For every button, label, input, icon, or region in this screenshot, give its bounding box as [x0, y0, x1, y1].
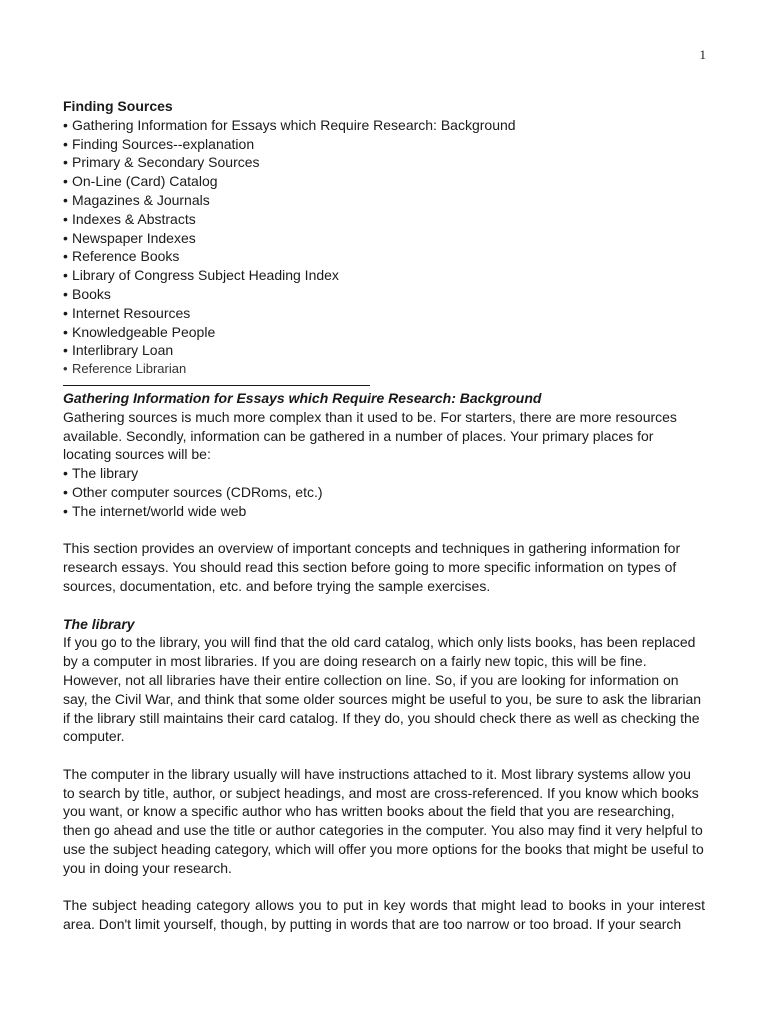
finding-sources-list	[63, 116, 705, 379]
spacer	[63, 746, 705, 765]
page-number: 1	[699, 47, 706, 62]
toc-item: • Primary & Secondary Sources	[63, 154, 260, 171]
gathering-heading: Gathering Information for Essays which Require Research: Background	[63, 389, 542, 406]
bullet-icon: •	[63, 483, 68, 500]
library-paragraph-3: The subject heading category allows you to put in key words that might lead to books in your interest area. Don't limit yourself, though, by putting in words that are too narrow or too broad. If your search	[63, 897, 705, 933]
bullet-icon: •	[63, 116, 68, 133]
bullet-icon: •	[63, 285, 68, 302]
toc-item: • Reference Librarian	[63, 360, 705, 379]
toc-item: • Books	[63, 285, 111, 302]
bullet-icon: •	[63, 502, 68, 519]
document-body	[63, 97, 705, 934]
list-item: • The library	[63, 465, 139, 482]
library-paragraph-1: If you go to the library, you will find that the old card catalog, which only lists books, has been replaced by a computer in most libraries. If you are doing research on a fairly new topic, this will be fine. However, not all libraries have their entire collection on line. So, if you are looking for information on say, the Civil War, and think that some older sources might be useful to you, be sure to ask the librarian if the library still maintains their card catalog. If they do, you should check there as well as checking the computer.	[63, 634, 702, 745]
toc-item: • Finding Sources--explanation	[63, 135, 255, 152]
bullet-icon: •	[63, 267, 68, 284]
bullet-icon: •	[63, 361, 68, 377]
list-item: • The internet/world wide web	[63, 502, 247, 519]
toc-item: • Library of Congress Subject Heading Index	[63, 267, 339, 284]
toc-item: • Indexes & Abstracts	[63, 210, 196, 227]
toc-item: • On-Line (Card) Catalog	[63, 173, 218, 190]
toc-item: • Newspaper Indexes	[63, 229, 196, 246]
list-item: • Other computer sources (CDRoms, etc.)	[63, 483, 323, 500]
bullet-icon: •	[63, 173, 68, 190]
bullet-icon: •	[63, 191, 68, 208]
bullet-icon: •	[63, 304, 68, 321]
spacer	[63, 521, 705, 540]
finding-sources-title: Finding Sources	[63, 98, 173, 114]
spacer	[63, 596, 705, 615]
bullet-icon: •	[63, 229, 68, 246]
bullet-icon: •	[63, 154, 68, 171]
bullet-icon: •	[63, 248, 68, 265]
bullet-icon: •	[63, 135, 68, 152]
gathering-intro: Gathering sources is much more complex than it used to be. For starters, there are more resources available. Secondly, information can be gathered in a number of places. Your primary places for locating sources will be:	[63, 408, 677, 463]
source-places-list	[63, 464, 705, 520]
bullet-icon: •	[63, 342, 68, 359]
library-paragraph-2: The computer in the library usually will have instructions attached to it. Most library systems allow you to search by title, author, or subject headings, and most are cross-referenced. If you know which books you want, or know a specific author who has written books about the field that you are researching, then go ahead and use the title or author categories in the computer. You also may find it very helpful to use the subject heading category, which will offer you more options for the books that might be useful to you in doing your research.	[63, 765, 704, 876]
toc-item: • Knowledgeable People	[63, 323, 216, 340]
toc-item: • Internet Resources	[63, 304, 191, 321]
toc-item: • Gathering Information for Essays which Require Research: Background	[63, 116, 516, 133]
toc-item: • Interlibrary Loan	[63, 342, 174, 359]
bullet-icon: •	[63, 210, 68, 227]
section-divider	[63, 385, 370, 386]
toc-item: • Reference Books	[63, 248, 180, 265]
library-heading: The library	[63, 615, 135, 632]
overview-paragraph: This section provides an overview of important concepts and techniques in gathering information for research essays. You should read this section before going to more specific information on types of sources, documentation, etc. and before trying the sample exercises.	[63, 540, 681, 594]
bullet-icon: •	[63, 465, 68, 482]
bullet-icon: •	[63, 323, 68, 340]
toc-item: • Magazines & Journals	[63, 191, 210, 208]
spacer	[63, 878, 705, 897]
